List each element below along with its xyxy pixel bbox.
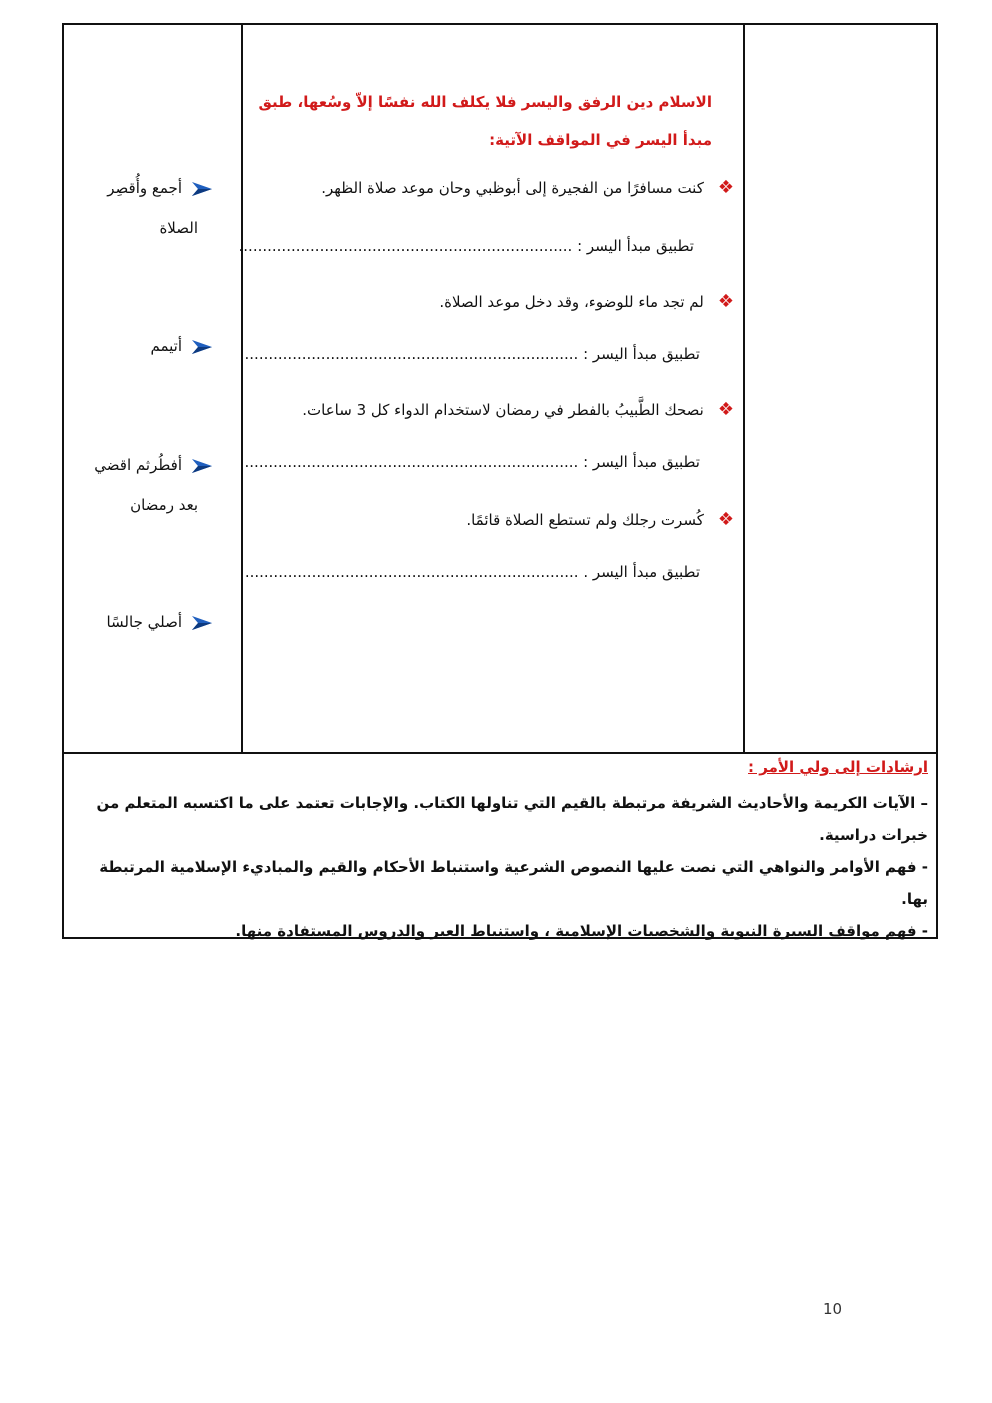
worksheet-table	[62, 23, 938, 939]
page-number: 10	[823, 1300, 843, 1318]
guidance-item: - فهم الأوامر والنواهي التي نصت عليها النصوص الشرعية واستنباط الأحكام والقيم والمباديء الإسلامية المرتبطة بها.	[99, 858, 928, 908]
diamond-bullet-icon: ❖	[717, 509, 734, 530]
arrow-bullet-icon	[190, 182, 212, 196]
intro-instruction: الاسلام دين الرفق واليسر فلا يكلف الله نفسًا إلاّ وسُعها، طبق مبدأ اليسر في المواقف الآتية:	[258, 93, 712, 149]
apply-line: تطبيق مبدأ اليسر . ......................................................................	[244, 563, 700, 581]
answer-blank[interactable]: ......................................................................	[244, 453, 579, 471]
answer-blank[interactable]: ......................................................................	[238, 237, 573, 255]
situation-item: ❖كُسرت رجلك ولم تستطع الصلاة قائمًا.	[466, 509, 734, 530]
arrow-bullet-icon	[190, 616, 212, 630]
apply-line: تطبيق مبدأ اليسر : ......................................................................	[238, 237, 694, 255]
situation-item: ❖كنت مسافرًا من الفجيرة إلى أبوظبي وحان موعد صلاة الظهر.	[321, 177, 734, 198]
guidance-title: ارشادات إلى ولي الأمر :	[748, 758, 928, 776]
answer-item-continued: الصلاة	[159, 219, 198, 237]
answer-item: أجمع وأُقصِر	[107, 179, 212, 197]
apply-line: تطبيق مبدأ اليسر : ......................................................................	[244, 345, 700, 363]
answer-item: أفطُرثم اقضي	[94, 456, 212, 474]
situation-item: ❖لم تجد ماء للوضوء، وقد دخل موعد الصلاة.	[439, 291, 734, 312]
column-divider	[743, 25, 745, 753]
guidance-item: - فهم مواقف السيرة النبوية والشخصيات الإسلامية ، واستنباط العبر والدروس المستفادة منها.	[235, 922, 928, 940]
column-divider	[241, 25, 243, 753]
answer-item: أتيمم	[150, 337, 212, 355]
answer-blank[interactable]: ......................................................................	[244, 345, 579, 363]
row-divider	[64, 752, 936, 754]
guidance-item: – الآيات الكريمة والأحاديث الشريفة مرتبطة بالقيم التي تناولها الكتاب. والإجابات تعتمد على ما اكتسبه المتعلم من خبرات دراسية.	[96, 794, 928, 844]
answer-blank[interactable]: ......................................................................	[244, 563, 579, 581]
arrow-bullet-icon	[190, 340, 212, 354]
arrow-bullet-icon	[190, 459, 212, 473]
situation-item: ❖نصحك الطَّبيبُ بالفطر في رمضان لاستخدام الدواء كل 3 ساعات.	[302, 399, 734, 420]
answer-item: أصلي جالسًا	[106, 613, 212, 631]
diamond-bullet-icon: ❖	[717, 399, 734, 420]
diamond-bullet-icon: ❖	[717, 291, 734, 312]
answer-item-continued: بعد رمضان	[130, 496, 198, 514]
guidance-list	[72, 787, 928, 947]
apply-line: تطبيق مبدأ اليسر : ......................................................................	[244, 453, 700, 471]
diamond-bullet-icon: ❖	[717, 177, 734, 198]
